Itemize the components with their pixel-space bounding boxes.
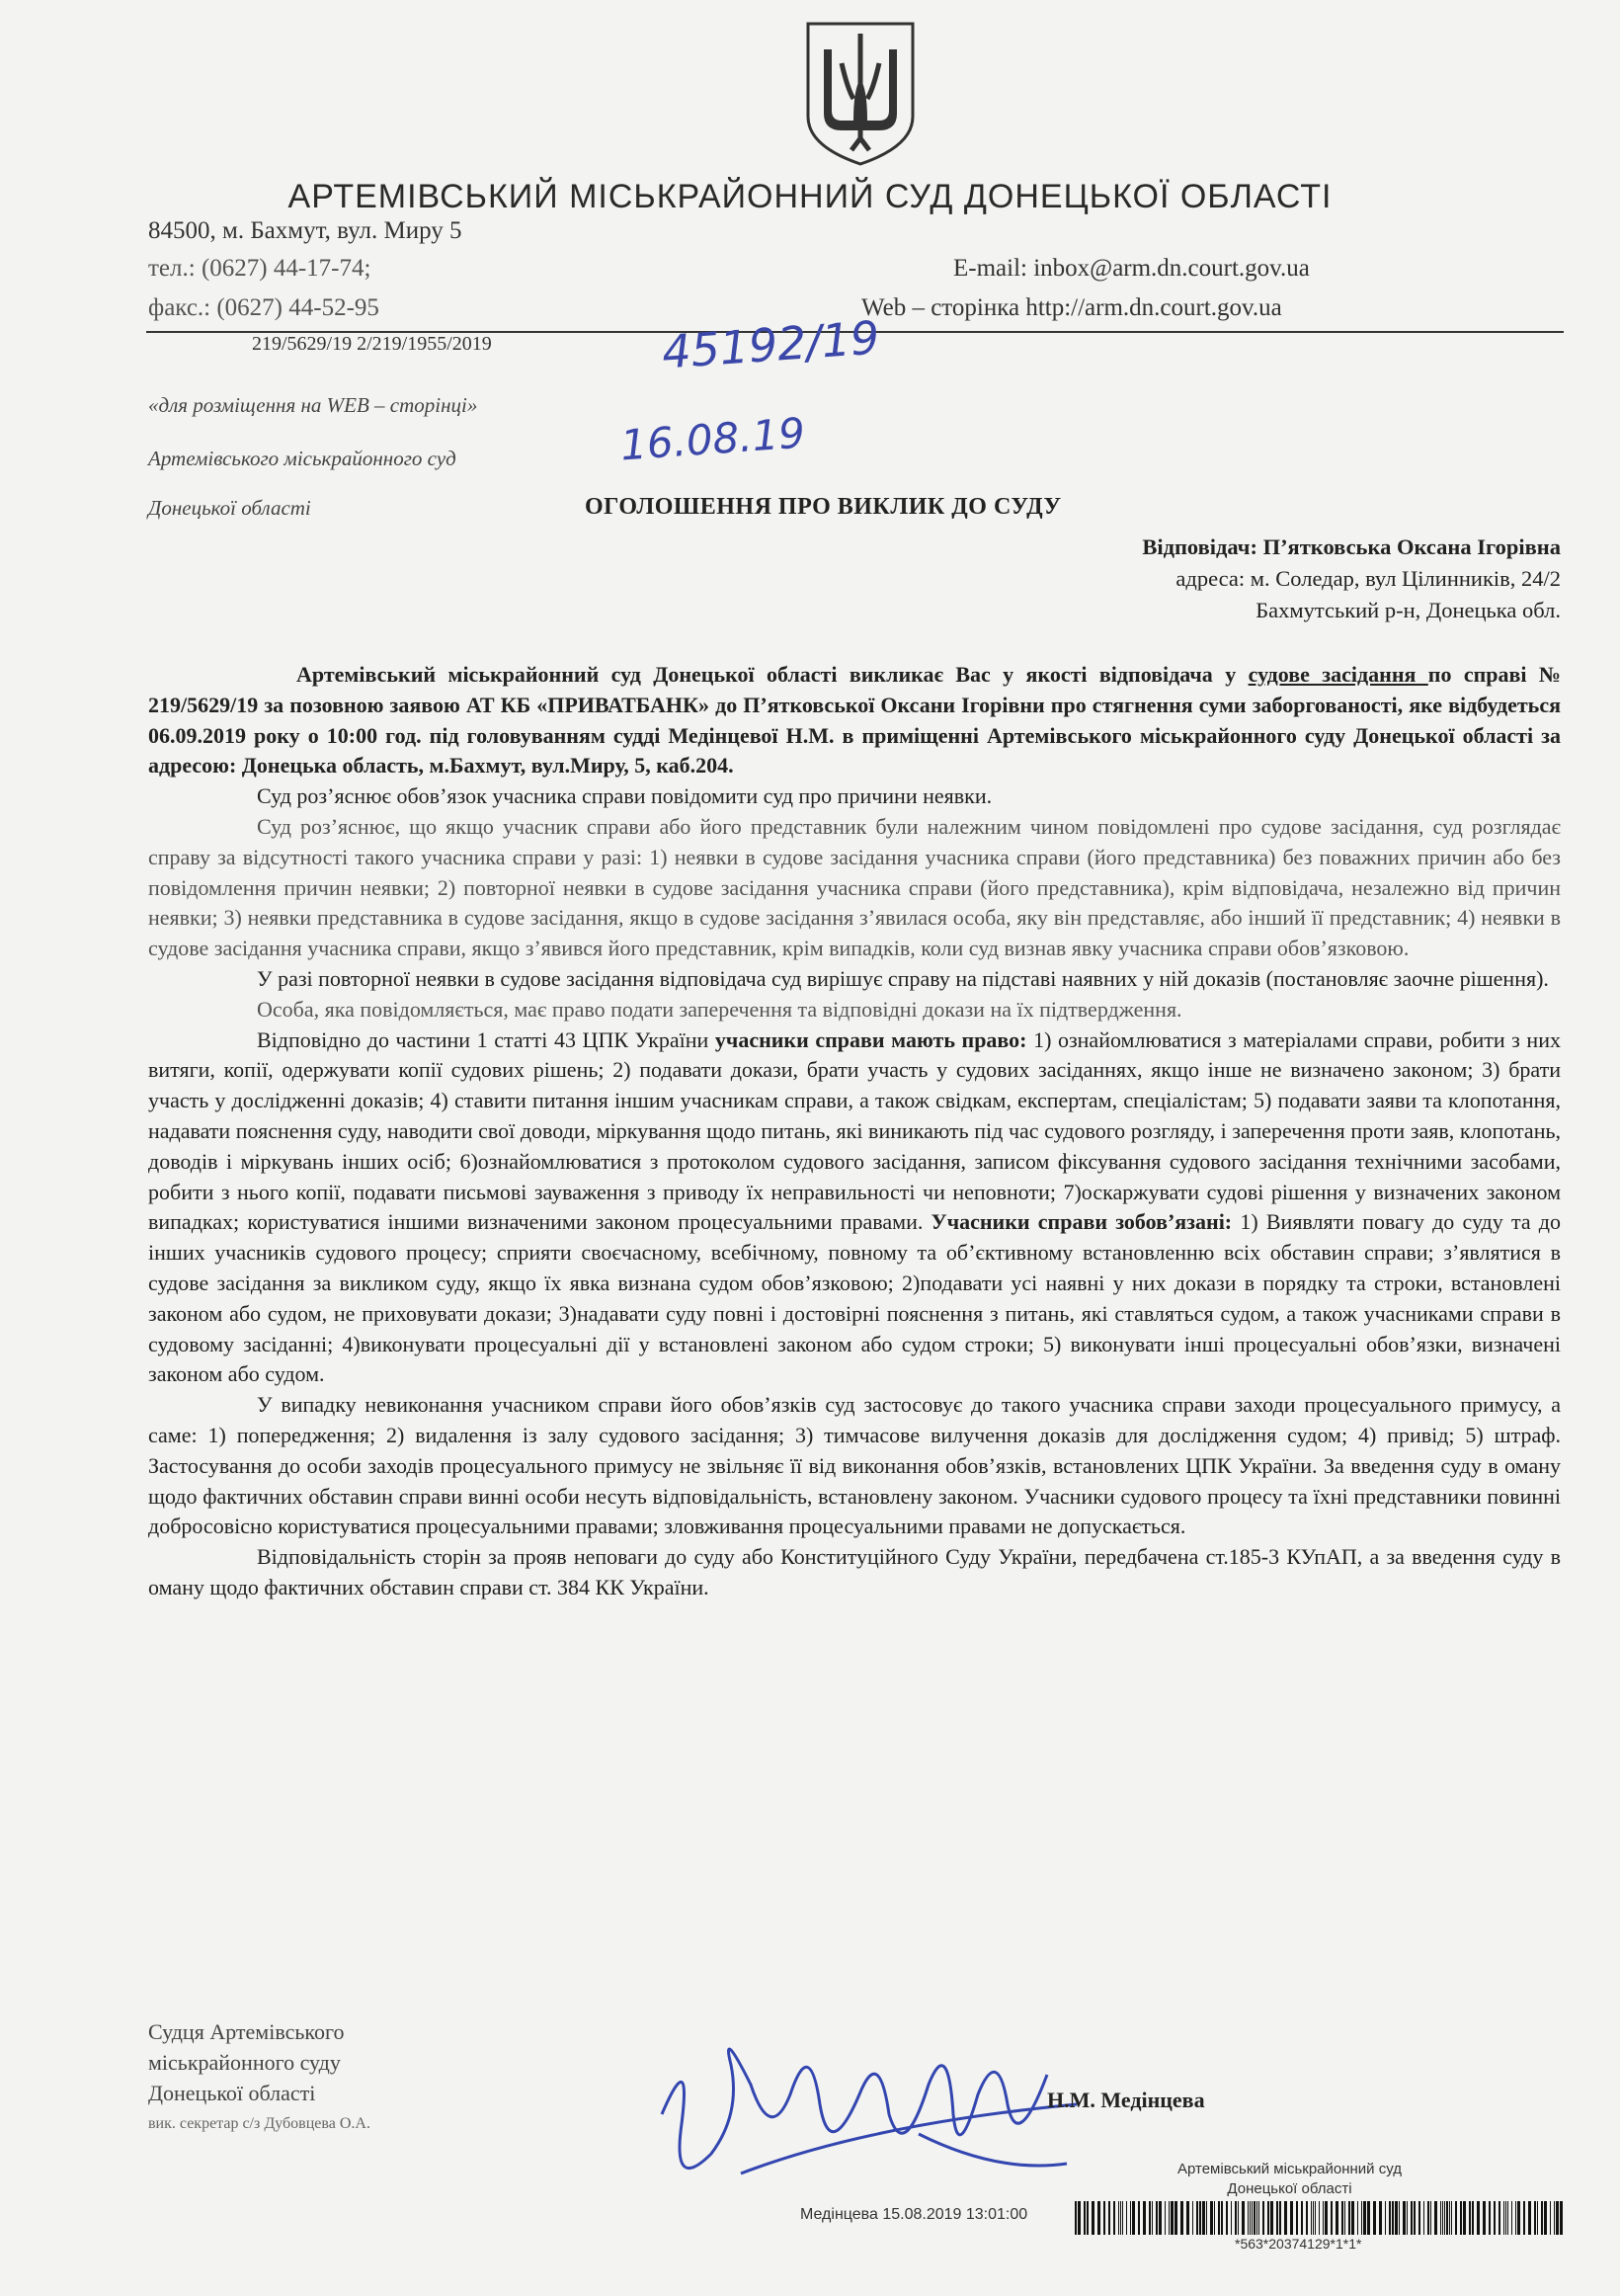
case-reference-numbers: 219/5629/19 2/219/1955/2019 <box>252 333 492 355</box>
signatory-title-2: міськрайонного суду <box>148 2050 341 2075</box>
court-email: E-mail: inbox@arm.dn.court.gov.ua <box>953 255 1310 282</box>
notice-body <box>148 660 1561 1603</box>
court-address: 84500, м. Бахмут, вул. Миру 5 <box>148 217 462 244</box>
paragraph-absence-duty: Суд роз’яснює обов’язок учасника справи повідомити суд про причини неявки. <box>257 783 993 809</box>
paragraph-absence-rules: Суд роз’яснює, що якщо учасник справи або його представник були належним чином повідомлені про судове засідання, суд розглядає справу за відсутності такого учасника справи у разі: 1) неявки в судове засідання учасника справи (його представника) без поважних причин або без повідомлення причин неявки; 2) повторної неявки в судове засідання учасника справи (його представника), крім відповідача, незалежно від причин неявки; 3) неявки представника в судове засідання, якщо в судове засідання з’явилася особа, яку він представляє, або інший її представник; 4) неявки в судове засідання учасника справи, якщо з’явився його представник, крім випадків, коли суд визнав явку учасника справи обов’язковою. <box>148 813 1561 961</box>
paragraph-repeat-absence: У разі повторної неявки в судове засідання відповідача суд вирішує справу на підставі наявних у ній доказів (постановляє заочне рішення). <box>257 965 1549 991</box>
defendant-address-1: адреса: м. Соледар, вул Цілинників, 24/2 <box>1175 566 1561 591</box>
barcode-number: *563*20374129*1*1* <box>1235 2236 1362 2252</box>
paragraph-summons: Артемівський міськрайонний суд Донецької області викликає Вас у якості відповідача у судове засідання по справі № 219/5629/19 за позовною заявою АТ КБ «ПРИВАТБАНК» до П’ятковської Оксани Ігорівни про стягнення суми заборгованості, яке відбудеться 06.09.2019 року о 10:00 год. під головуванням судді Медінцевої Н.М. в приміщенні Артемівського міськрайонного суду Донецької області за адресою: Донецька область, м.Бахмут, вул.Миру, 5, каб.204. <box>148 662 1562 779</box>
paragraph-liability: Відповідальність сторін за прояв неповаги до суду або Конституційного Суду України, передбачена ст.185-3 КУпАП, а за введення суду в оману щодо фактичних обставин справи ст. 384 КК України. <box>148 1544 1561 1599</box>
paragraph-rights-duties: Відповідно до частини 1 статті 43 ЦПК України учасники справи мають право: 1) ознайомлюватися з матеріалами справи, робити з них витяги, копії, одержувати копії судових рішень; 2) подавати докази, брати участь у судових засіданнях, якщо інше не визначено законом; 3) брати участь у дослідженні доказів; 4) ставити питання іншим учасникам справи, а також свідкам, експертам, спеціалістам; 5) подавати заяви та клопотання, надавати пояснення суду, наводити свої доводи, міркування щодо питань, які виникають під час судового розгляду, і заперечення проти заяв, клопотань, доводів і міркувань інших осіб; 6)ознайомлюватися з протоколом судового засідання, записом фіксування судового засідання технічними засобами, робити з нього копії, подавати письмові зауваження з приводу їх неправильності чи неповноти; 7)оскаржувати судові рішення у визначених законом випадках; користуватися іншими визначеними законом процесуальними правами. Учасники справи зобов’язані: 1) Виявляти повагу до суду та до інших учасників судового процесу; сприяти своєчасному, всебічному, повному та об’єктивному встановленню всіх обставин справи; з’являтися в судове засідання за викликом суду, якщо їх явка визнана судом обов’язковою; 2)подавати усі наявні у них докази в порядку та строки, встановлені законом або судом, не приховувати докази; 3)надавати суду повні і достовірні пояснення з питань, які ставляться судом, а також учасниками справи в судовому засіданні; 4)виконувати процесуальні дії у встановлені законом або судом строки; 5) виконувати інші процесуальні обов’язки, визначені законом або судом. <box>148 1026 1561 1387</box>
paragraph-coercive-measures: У випадку невиконання учасником справи його обов’язків суд застосовує до такого учасника справи заходи процесуального примусу, а саме: 1) попередження; 2) видалення із залу судового засідання; 3) тимчасове вилучення доказів для дослідження судом; 4) привід; 5) штраф. Застосування до особи заходів процесуального примусу не звільняє її від виконання обов’язків, встановлених ЦПК України. За введення суду в оману щодо фактичних обставин справи винні особи несуть відповідальність, встановлену законом. Учасники судового процесу та їхні представники повинні добросовісно користуватися процесуальними правами; зловживання процесуальними правами не допускається. <box>148 1392 1561 1539</box>
court-website: Web – сторінка http://arm.dn.court.gov.ua <box>861 294 1282 321</box>
stamp-signature-line: Медінцева 15.08.2019 13:01:00 <box>800 2206 1028 2223</box>
handwritten-signature <box>622 2006 1087 2223</box>
document-barcode <box>1075 2201 1569 2235</box>
judge-name: Н.М. Медінцева <box>1047 2088 1205 2112</box>
signature-block <box>148 2016 370 2139</box>
signatory-title-1: Судця Артемівського <box>148 2019 345 2044</box>
web-note-line-2: Артемівського міськрайонного суд <box>148 447 456 470</box>
defendant-label: Відповідач: <box>1142 534 1257 559</box>
court-phone: тел.: (0627) 44-17-74; <box>148 255 371 282</box>
handwritten-date: 16.08.19 <box>618 408 807 470</box>
court-name: АРТЕМІВСЬКИЙ МІСЬКРАЙОННИЙ СУД ДОНЕЦЬКОЇ ОБЛАСТІ <box>287 178 1333 215</box>
document-title: ОГОЛОШЕННЯ ПРО ВИКЛИК ДО СУДУ <box>585 494 1062 520</box>
stamp-court-line-2: Донецької області <box>1227 2180 1352 2197</box>
defendant-block <box>1142 532 1561 626</box>
coat-of-arms-emblem <box>802 20 919 168</box>
defendant-line <box>1142 532 1561 563</box>
defendant-name: П’ятковська Оксана Ігорівна <box>1262 534 1561 559</box>
web-note-line-1: «для розміщення на WEB – сторінці» <box>148 393 478 417</box>
court-fax: факс.: (0627) 44-52-95 <box>148 294 379 321</box>
paragraph-objection-right: Особа, яка повідомляється, має право подати заперечення та відповідні докази на їх підтвердження. <box>257 996 1182 1022</box>
handwritten-registration-number: 45192/19 <box>660 310 881 379</box>
stamp-court <box>1177 2160 1402 2199</box>
defendant-address-2: Бахмутський р-н, Донецька обл. <box>1256 598 1561 622</box>
web-note-line-3: Донецької області <box>148 496 311 520</box>
stamp-court-line-1: Артемівський міськрайонний суд <box>1177 2161 1402 2177</box>
signatory-title-3: Донецької області <box>148 2081 316 2105</box>
secretary-note: вик. секретар с/з Дубовцева О.А. <box>148 2115 370 2132</box>
